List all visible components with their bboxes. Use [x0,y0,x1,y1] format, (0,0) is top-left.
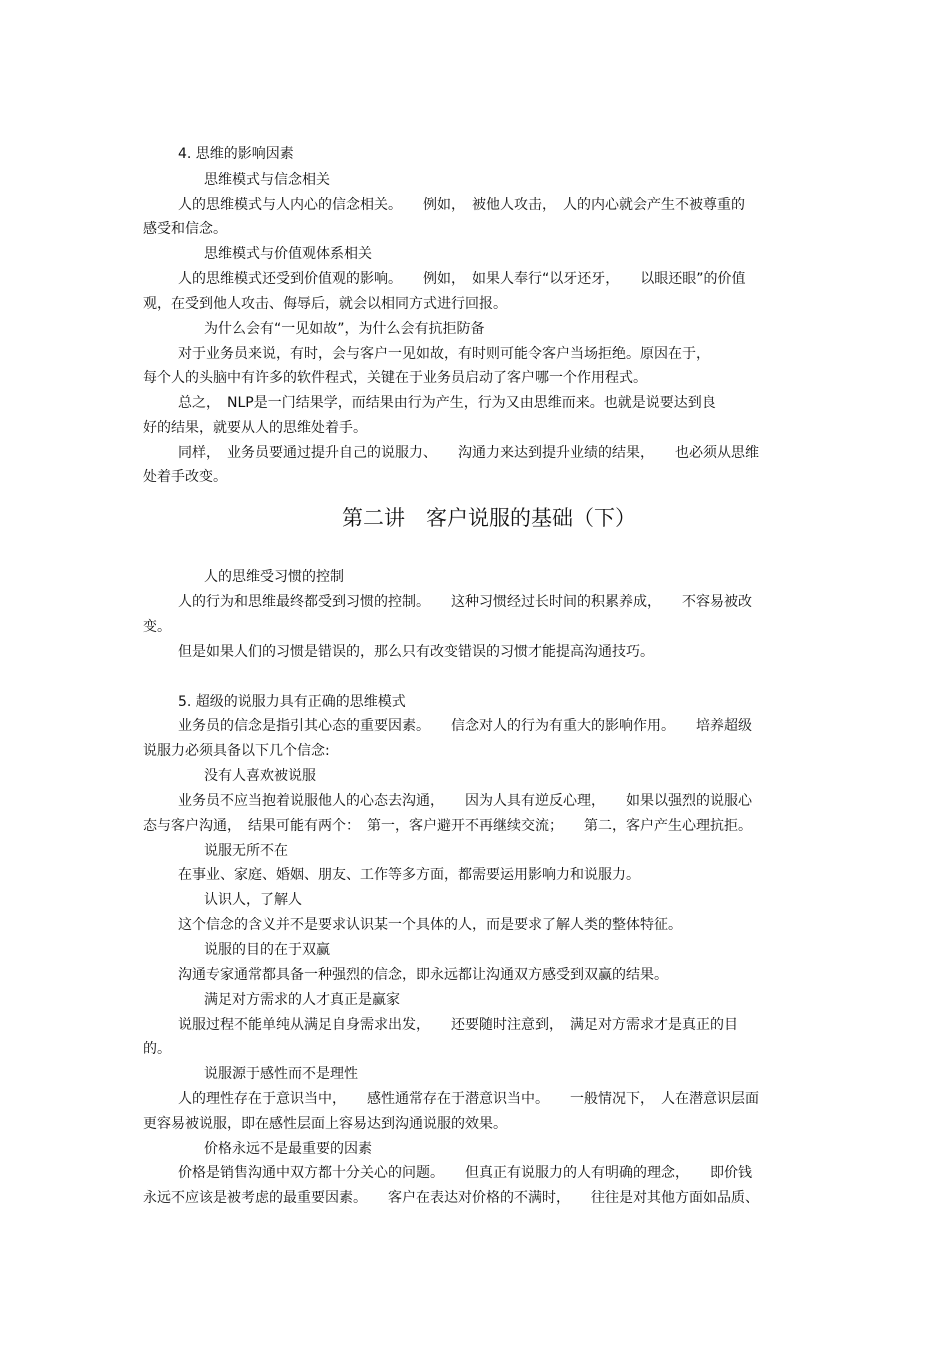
text-line: 说服过程不能单纯从满足自身需求出发， 还要随时注意到， 满足对方需求才是真正的目 [178,1017,738,1033]
text-line: 变。 [143,619,171,635]
text-line: 说服的目的在于双赢 [204,942,330,958]
text-line: 每个人的头脑中有许多的软件程式，关键在于业务员启动了客户哪一个作用程式。 [143,370,647,386]
text-line: 沟通专家通常都具备一种强烈的信念，即永远都让沟通双方感受到双赢的结果。 [178,967,668,983]
text-line: 人的思维受习惯的控制 [204,569,344,585]
text-line: 人的行为和思维最终都受到习惯的控制。 这种习惯经过长时间的积累养成， 不容易被改 [178,594,752,610]
text-line: 但是如果人们的习惯是错误的，那么只有改变错误的习惯才能提高沟通技巧。 [178,644,654,660]
text-line: 永远不应该是被考虑的最重要因素。 客户在表达对价格的不满时， 往往是对其他方面如品质、 [143,1190,759,1206]
text-line: 认识人，了解人 [204,892,302,908]
text-line: 好的结果，就要从人的思维处着手。 [143,420,367,436]
text-line: 价格永远不是最重要的因素 [204,1141,372,1157]
text-line: 人的思维模式与人内心的信念相关。 例如， 被他人攻击， 人的内心就会产生不被尊重的 [178,197,745,213]
text-line: 感受和信念。 [143,221,227,237]
text-line: 为什么会有“一见如故”，为什么会有抗拒防备 [204,321,485,337]
text-line: 这个信念的含义并不是要求认识某一个具体的人，而是要求了解人类的整体特征。 [178,917,682,933]
text-line: 满足对方需求的人才真正是赢家 [204,992,400,1008]
text-line: 没有人喜欢被说服 [204,768,316,784]
text-line: 业务员的信念是指引其心态的重要因素。 信念对人的行为有重大的影响作用。 培养超级 [178,718,752,734]
text-line: 总之， NLP是一门结果学，而结果由行为产生，行为又由思维而来。也就是说要达到良 [178,395,716,411]
text-line: 人的理性存在于意识当中， 感性通常存在于潜意识当中。 一般情况下， 人在潜意识层面 [178,1091,759,1107]
text-line: 观，在受到他人攻击、侮辱后，就会以相同方式进行回报。 [143,296,507,312]
text-line: 说服无所不在 [204,843,288,859]
text-line: 态与客户沟通， 结果可能有两个： 第一，客户避开不再继续交流； 第二，客户产生心理抗拒。 [143,818,752,834]
text-line: 思维模式与信念相关 [204,172,330,188]
text-line: 说服源于感性而不是理性 [204,1066,358,1082]
text-line: 的。 [143,1041,171,1057]
text-line: 价格是销售沟通中双方都十分关心的问题。 但真正有说服力的人有明确的理念， 即价钱 [178,1165,752,1181]
section-heading: 第二讲 客户说服的基础（下） [342,506,636,530]
text-line: 思维模式与价值观体系相关 [204,246,372,262]
text-line: 处着手改变。 [143,469,227,485]
text-line: 对于业务员来说，有时，会与客户一见如故，有时则可能令客户当场拒绝。原因在于， [178,346,710,362]
text-line: 5. 超级的说服力具有正确的思维模式 [178,694,406,710]
text-line: 人的思维模式还受到价值观的影响。 例如， 如果人奉行“以牙还牙， 以眼还眼”的价值 [178,271,746,287]
text-line: 更容易被说服，即在感性层面上容易达到沟通说服的效果。 [143,1116,507,1132]
text-line: 说服力必须具备以下几个信念: [143,743,330,759]
text-line: 在事业、家庭、婚姻、朋友、工作等多方面，都需要运用影响力和说服力。 [178,867,640,883]
text-line: 业务员不应当抱着说服他人的心态去沟通， 因为人具有逆反心理， 如果以强烈的说服心 [178,793,752,809]
text-line: 同样， 业务员要通过提升自己的说服力、 沟通力来达到提升业绩的结果， 也必须从思维 [178,445,759,461]
text-line: 4. 思维的影响因素 [178,146,294,162]
